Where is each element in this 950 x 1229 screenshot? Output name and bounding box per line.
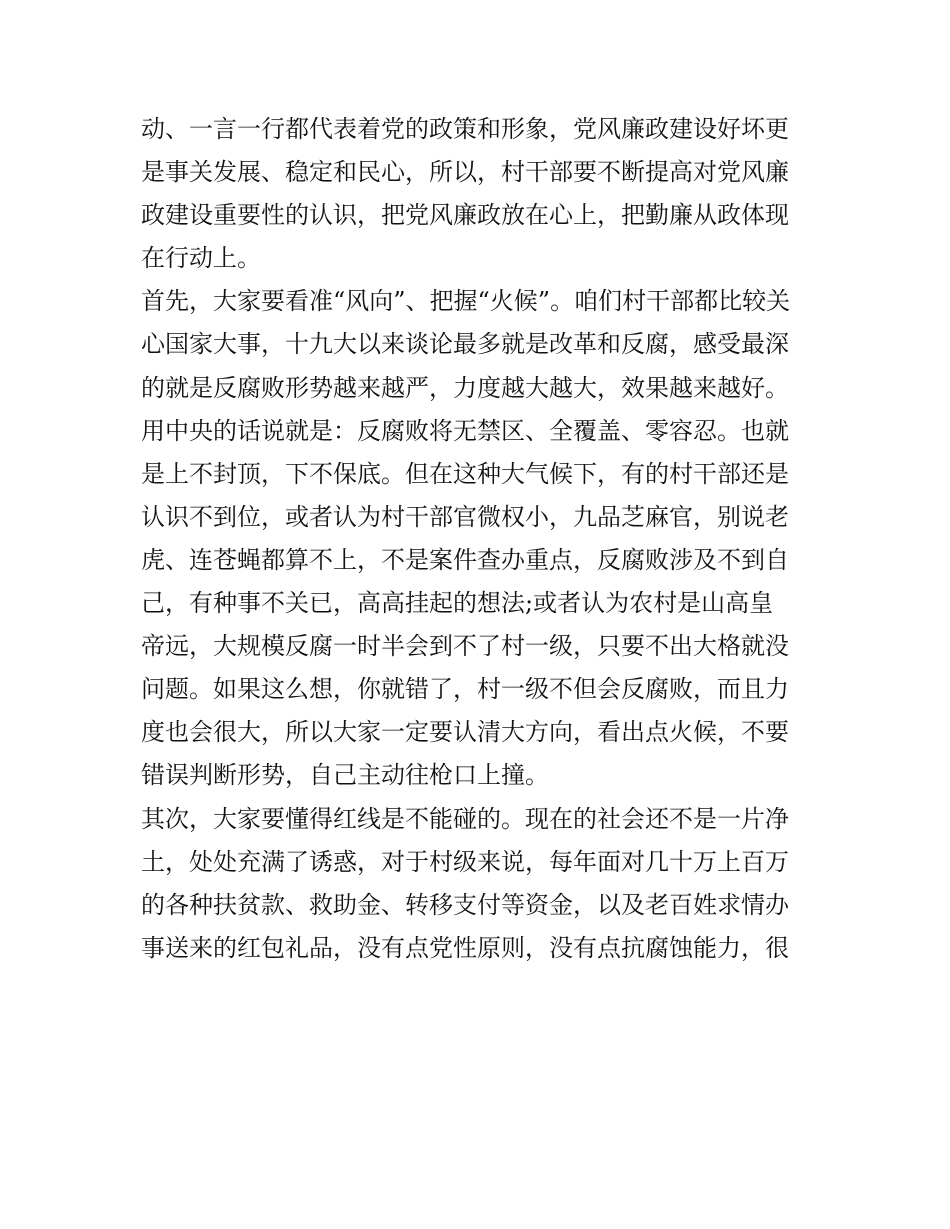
text-line: 首先，大家要看准“风向”、把握“火候”。咱们村干部都比较关 — [141, 287, 791, 316]
document-text-body — [141, 108, 813, 970]
text-line: 在行动上。 — [141, 244, 261, 273]
text-line: 是上不封顶，下不保底。但在这种大气候下，有的村干部还是 — [141, 459, 789, 488]
text-line: 帝远，大规模反腐一时半会到不了村一级，只要不出大格就没 — [141, 632, 789, 661]
text-line: 虎、连苍蝇都算不上，不是案件查办重点，反腐败涉及不到自 — [141, 545, 789, 574]
text-line: 问题。如果这么想，你就错了，村一级不但会反腐败，而且力 — [141, 675, 789, 704]
text-line: 动、一言一行都代表着党的政策和形象，党风廉政建设好坏更 — [141, 115, 789, 143]
text-line: 其次，大家要懂得红线是不能碰的。现在的社会还不是一片净 — [141, 804, 789, 833]
text-line: 错误判断形势，自己主动往枪口上撞。 — [141, 761, 549, 790]
text-line: 认识不到位，或者认为村干部官微权小，九品芝麻官，别说老 — [141, 502, 789, 531]
text-line: 的各种扶贫款、救助金、转移支付等资金，以及老百姓求情办 — [141, 890, 789, 919]
text-line: 己，有种事不关已，高高挂起的想法;或者认为农村是山高皇 — [141, 589, 774, 618]
text-line: 用中央的话说就是：反腐败将无禁区、全覆盖、零容忍。也就 — [141, 416, 789, 445]
text-line: 事送来的红包礼品，没有点党性原则，没有点抗腐蚀能力，很 — [141, 933, 789, 962]
text-line: 心国家大事，十九大以来谈论最多就是改革和反腐，感受最深 — [141, 330, 789, 359]
text-line: 是事关发展、稳定和民心，所以，村干部要不断提高对党风廉 — [141, 158, 789, 187]
text-line: 土，处处充满了诱惑，对于村级来说，每年面对几十万上百万 — [141, 847, 789, 876]
text-line: 的就是反腐败形势越来越严，力度越大越大，效果越来越好。 — [141, 373, 789, 402]
text-line: 政建设重要性的认识，把党风廉政放在心上，把勤廉从政体现 — [141, 201, 789, 230]
text-line: 度也会很大，所以大家一定要认清大方向，看出点火候，不要 — [141, 718, 789, 747]
